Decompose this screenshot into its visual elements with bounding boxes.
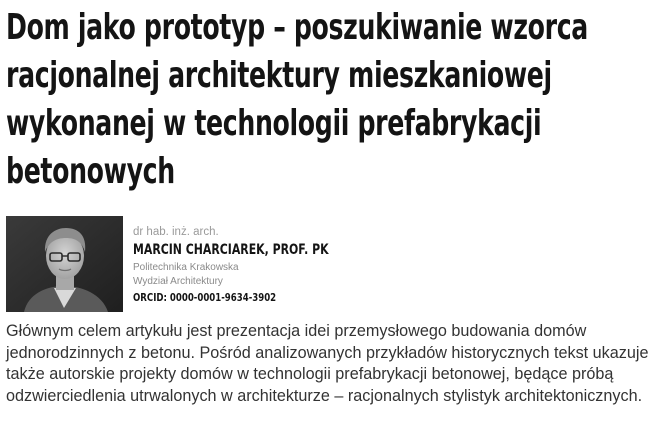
author-affiliation-faculty: Wydział Architektury [133, 276, 223, 287]
author-degree: dr hab. inż. arch. [133, 226, 219, 238]
author-orcid: ORCID: 0000-0001-9634-3902 [133, 291, 277, 304]
author-info [133, 216, 384, 316]
article-title: Dom jako prototyp – poszukiwanie wzorca racjonalnej architektury mieszkaniowej wykonanej w technologii prefabrykacji betonowych [6, 7, 588, 192]
author-block [6, 216, 384, 316]
author-portrait-image [6, 216, 123, 312]
author-affiliation-university: Politechnika Krakowska [133, 262, 239, 273]
author-name: MARCIN CHARCIAREK, PROF. PK [133, 242, 329, 258]
article-abstract: Głównym celem artykułu jest prezentacja idei przemysłowego budowania domów jednorodzinnych z betonu. Pośród analizowanych przykładów historycznych tekst ukazuje także autorskie projekty domów w technologii prefabrykacji betonowej, będące próbą odzwierciedlenia utrwalonych w architekturze – racjonalnych stylistyk architektonicznych. [6, 322, 649, 405]
author-photo [6, 216, 123, 312]
